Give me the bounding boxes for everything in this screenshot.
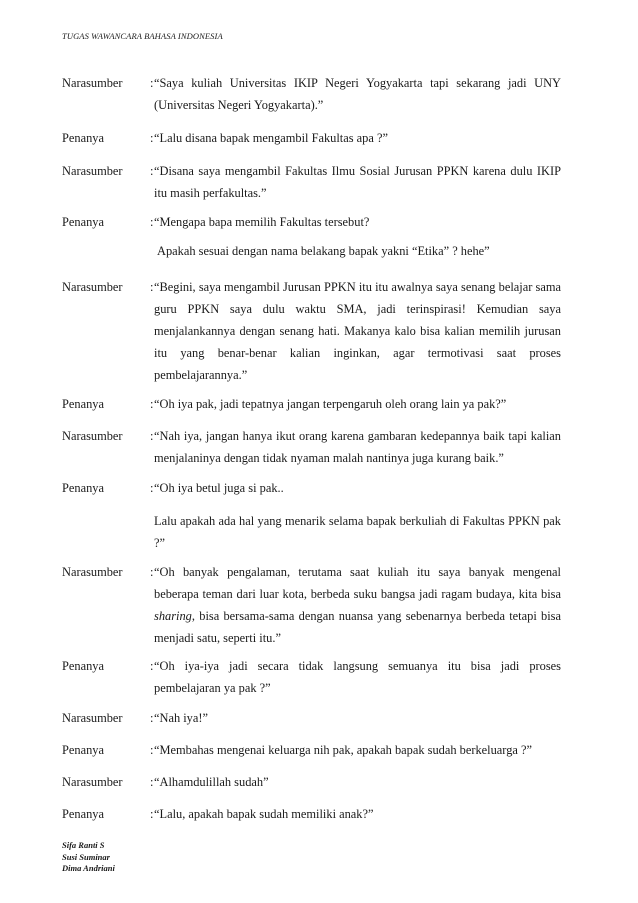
- speaker-label: Penanya: [62, 481, 104, 495]
- utterance-continuation: Apakah sesuai dengan nama belakang bapak yakni “Etika” ? hehe”: [157, 244, 490, 258]
- colon: :: [150, 131, 154, 145]
- utterance-text: “Saya kuliah Universitas IKIP Negeri Yogyakarta tapi sekarang jadi UNY (Universitas Negeri Yogyakarta).”: [154, 76, 561, 112]
- colon: :: [150, 565, 154, 579]
- utterance-text: “Lalu disana bapak mengambil Fakultas apa ?”: [154, 131, 388, 145]
- utterance-text: “Oh iya pak, jadi tepatnya jangan terpengaruh oleh orang lain ya pak?”: [154, 397, 507, 411]
- utterance-text: “Mengapa bapa memilih Fakultas tersebut?: [154, 215, 370, 229]
- utterance-text: “Alhamdulillah sudah”: [154, 775, 269, 789]
- author-name: Sifa Ranti S: [62, 840, 105, 850]
- utterance-text: “Membahas mengenai keluarga nih pak, apakah bapak sudah berkeluarga ?”: [154, 743, 532, 757]
- speaker-label: Penanya: [62, 807, 104, 821]
- speaker-label: Penanya: [62, 131, 104, 145]
- speaker-label: Penanya: [62, 659, 104, 673]
- colon: :: [150, 280, 154, 294]
- author-footer: [62, 840, 115, 875]
- colon: :: [150, 481, 154, 495]
- speaker-label: Narasumber: [62, 429, 123, 443]
- utterance-text: “Begini, saya mengambil Jurusan PPKN itu itu awalnya saya senang belajar sama guru PPKN saya dulu waktu SMA, jadi terinspirasi! Kemudian saya menjalankannya dengan senang hati. Makanya kalo bisa kalian memilih jurusan itu yang benar-benar kalian inginkan, agar termotivasi saat proses pembelajarannya.”: [154, 280, 561, 382]
- utterance-text-part: “Oh banyak pengalaman, terutama saat kuliah itu saya banyak mengenal beberapa teman dari luar kota, berbeda suku bangsa jadi ragam budaya, kita bisa: [154, 565, 561, 601]
- speaker-label: Narasumber: [62, 76, 123, 90]
- author-name: Dima Andriani: [62, 863, 115, 873]
- utterance-text: “Oh iya-iya jadi secara tidak langsung semuanya itu bisa jadi proses pembelajaran ya pak ?”: [154, 659, 561, 695]
- colon: :: [150, 164, 154, 178]
- speaker-label: Penanya: [62, 397, 104, 411]
- utterance-text: [154, 561, 561, 649]
- utterance-text: “Nah iya!”: [154, 711, 209, 725]
- colon: :: [150, 429, 154, 443]
- colon: :: [150, 397, 154, 411]
- utterance-text: “Oh iya betul juga si pak..: [154, 481, 284, 495]
- colon: :: [150, 76, 154, 90]
- colon: :: [150, 743, 154, 757]
- speaker-label: Penanya: [62, 743, 104, 757]
- speaker-label: Narasumber: [62, 280, 123, 294]
- speaker-label: Penanya: [62, 215, 104, 229]
- utterance-text: “Disana saya mengambil Fakultas Ilmu Sosial Jurusan PPKN karena dulu IKIP itu masih perfakultas.”: [154, 164, 561, 200]
- colon: :: [150, 659, 154, 673]
- colon: :: [150, 215, 154, 229]
- speaker-label: Narasumber: [62, 711, 123, 725]
- utterance-text: “Lalu, apakah bapak sudah memiliki anak?”: [154, 807, 374, 821]
- utterance-text-part: , bisa bersama-sama dengan nuansa yang sebenarnya berbeda tetapi bisa menjadi satu, seperti itu.”: [154, 609, 561, 645]
- colon: :: [150, 711, 154, 725]
- utterance-continuation: Lalu apakah ada hal yang menarik selama bapak berkuliah di Fakultas PPKN pak ?”: [154, 514, 561, 550]
- utterance-text: “Nah iya, jangan hanya ikut orang karena gambaran kedepannya baik tapi kalian menjalaninya dengan tidak nyaman malah nantinya juga kurang baik.”: [154, 429, 561, 465]
- speaker-label: Narasumber: [62, 775, 123, 789]
- document-header: TUGAS WAWANCARA BAHASA INDONESIA: [62, 31, 223, 41]
- author-name: Susi Suminar: [62, 851, 110, 862]
- colon: :: [150, 775, 154, 789]
- colon: :: [150, 807, 154, 821]
- speaker-label: Narasumber: [62, 164, 123, 178]
- italic-term: sharing: [154, 609, 192, 623]
- speaker-label: Narasumber: [62, 565, 123, 579]
